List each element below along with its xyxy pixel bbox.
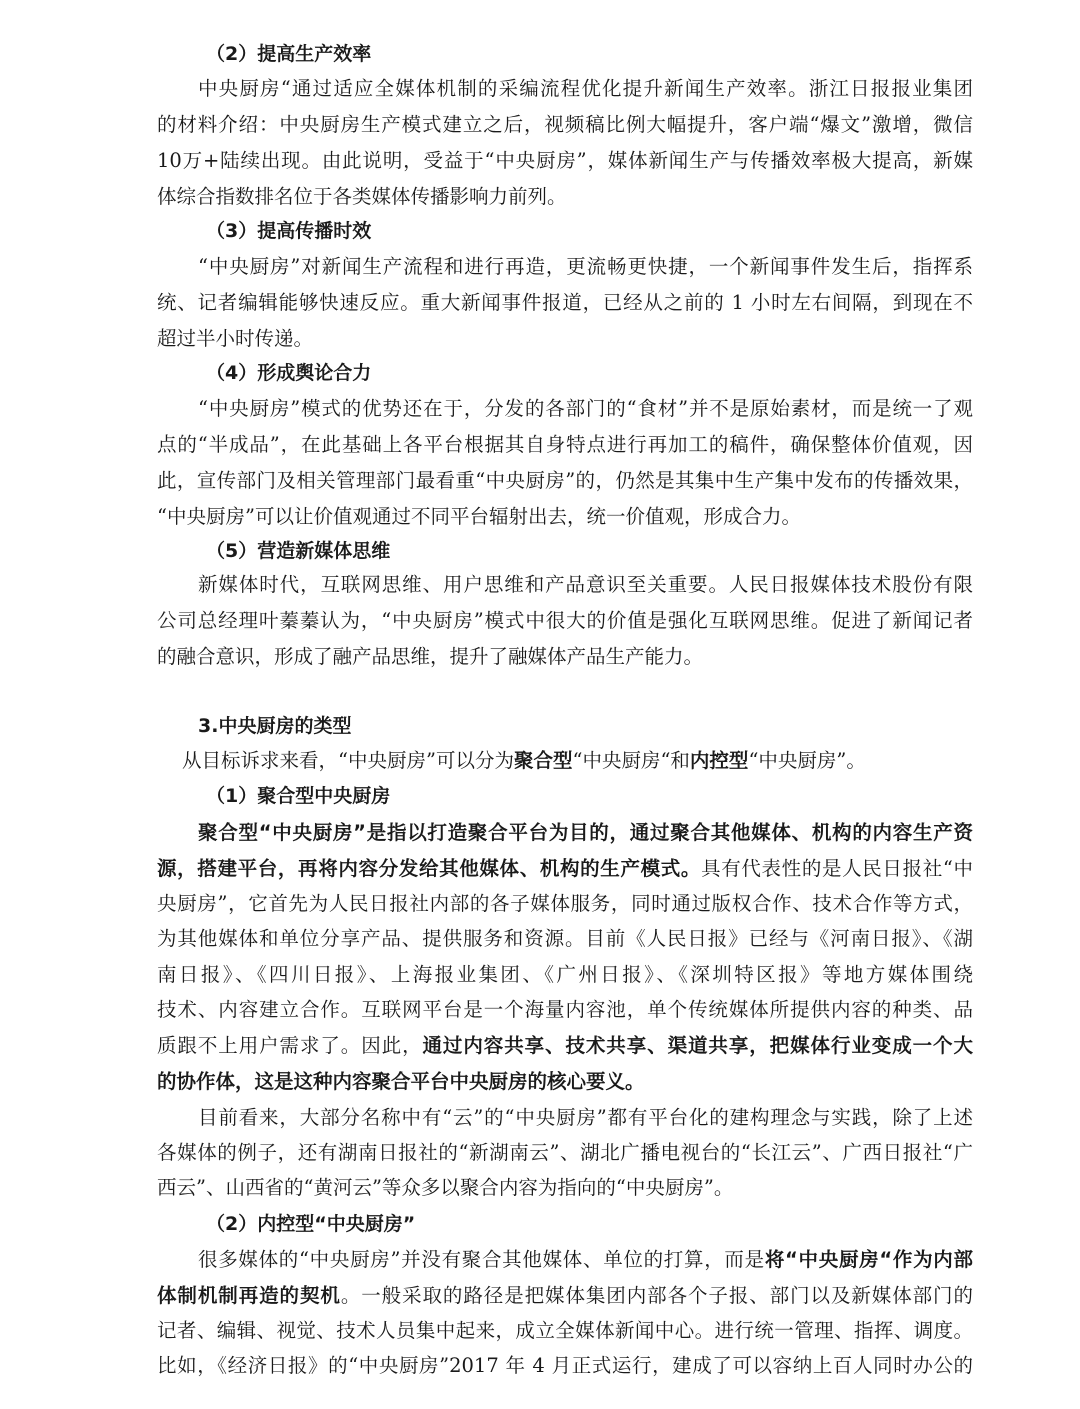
heading-efficiency: （2）提高生产效率	[206, 43, 372, 65]
paragraph-line: 南日报》、《四川日报》、上海报业集团、《广州日报》、《深圳特区报》等地方媒体围绕	[157, 963, 973, 986]
paragraph-line: “中央厨房”对新闻生产流程和进行再造，更流畅更快捷，一个新闻事件发生后，指挥系	[198, 255, 973, 278]
paragraph-line: 10万+陆续出现。由此说明，受益于“中央厨房”，媒体新闻生产与传播效率极大提高，新媒	[157, 149, 973, 172]
heading-synergy: （4）形成舆论合力	[206, 362, 372, 384]
paragraph-line: “中央厨房”可以让价值观通过不同平台辐射出去，统一价值观，形成合力。	[157, 505, 801, 528]
paragraph-line: 的材料介绍：中央厨房生产模式建立之后，视频稿比例大幅提升，客户端“爆文”激增，微信	[157, 113, 973, 136]
paragraph-line: 聚合型“中央厨房”是指以打造聚合平台为目的，通过聚合其他媒体、机构的内容生产资	[198, 821, 973, 844]
heading-timeliness: （3）提高传播时效	[206, 220, 372, 242]
paragraph-line: 记者、编辑、视觉、技术人员集中起来，成立全媒体新闻中心。进行统一管理、指挥、调度。	[157, 1319, 973, 1342]
paragraph-line: 此，宣传部门及相关管理部门最看重“中央厨房”的，仍然是其集中生产集中发布的传播效果，	[157, 469, 973, 492]
paragraph-line: 西云”、山西省的“黄河云”等众多以聚合内容为指向的“中央厨房”。	[157, 1176, 734, 1199]
paragraph-line: 质跟不上用户需求了。因此，通过内容共享、技术共享、渠道共享，把媒体行业变成一个大	[157, 1034, 973, 1057]
paragraph-line: 体制机制再造的契机。一般采取的路径是把媒体集团内部各个子报、部门以及新媒体部门的	[157, 1284, 973, 1307]
paragraph-line: 中央厨房“通过适应全媒体机制的采编流程优化提升新闻生产效率。浙江日报报业集团	[198, 77, 973, 100]
types-intro: 从目标诉求来看，“中央厨房”可以分为聚合型“中央厨房“和内控型“中央厨房”。	[182, 749, 866, 772]
section-heading-types: 3.中央厨房的类型	[198, 715, 352, 737]
paragraph-line: 点的“半成品”，在此基础上各平台根据其自身特点进行再加工的稿件，确保整体价值观，因	[157, 433, 973, 456]
paragraph-line: 超过半小时传递。	[157, 327, 314, 350]
paragraph-line: 的融合意识，形成了融产品思维，提升了融媒体产品生产能力。	[157, 645, 704, 668]
paragraph-line: 的协作体，这是这种内容聚合平台中央厨房的核心要义。	[157, 1070, 645, 1093]
paragraph-line: 比如，《经济日报》的“中央厨房”2017 年 4 月正式运行，建成了可以容纳上百人同时办公的	[157, 1354, 973, 1377]
heading-thinking: （5）营造新媒体思维	[206, 540, 391, 562]
paragraph-line: 体综合指数排名位于各类媒体传播影响力前列。	[157, 185, 567, 208]
paragraph-line: 各媒体的例子，还有湖南日报社的“新湖南云”、湖北广播电视台的“长江云”、广西日报社“广	[157, 1141, 973, 1164]
heading-aggregate: （1）聚合型中央厨房	[206, 785, 391, 807]
paragraph-line: 新媒体时代，互联网思维、用户思维和产品意识至关重要。人民日报媒体技术股份有限	[198, 573, 973, 596]
paragraph-line: 央厨房”，它首先为人民日报社内部的各子媒体服务，同时通过版权合作、技术合作等方式，	[157, 892, 973, 915]
paragraph-line: 源，搭建平台，再将内容分发给其他媒体、机构的生产模式。具有代表性的是人民日报社“中	[157, 857, 973, 880]
paragraph-line: 为其他媒体和单位分享产品、提供服务和资源。目前《人民日报》已经与《河南日报》、《湖	[157, 927, 973, 950]
paragraph-line: 统、记者编辑能够快速反应。重大新闻事件报道，已经从之前的 1 小时左右间隔，到现在不	[157, 291, 973, 314]
paragraph-line: 技术、内容建立合作。互联网平台是一个海量内容池，单个传统媒体所提供内容的种类、品	[157, 998, 973, 1021]
paragraph-line: 目前看来，大部分名称中有“云”的“中央厨房”都有平台化的建构理念与实践，除了上述	[198, 1106, 973, 1129]
paragraph-line: 公司总经理叶蓁蓁认为，“中央厨房”模式中很大的价值是强化互联网思维。促进了新闻记者	[157, 609, 973, 632]
paragraph-line: 很多媒体的“中央厨房”并没有聚合其他媒体、单位的打算，而是将“中央厨房“作为内部	[198, 1248, 973, 1271]
paragraph-line: “中央厨房”模式的优势还在于，分发的各部门的“食材”并不是原始素材，而是统一了观	[198, 397, 973, 420]
heading-internal: （2）内控型“中央厨房”	[206, 1213, 416, 1235]
